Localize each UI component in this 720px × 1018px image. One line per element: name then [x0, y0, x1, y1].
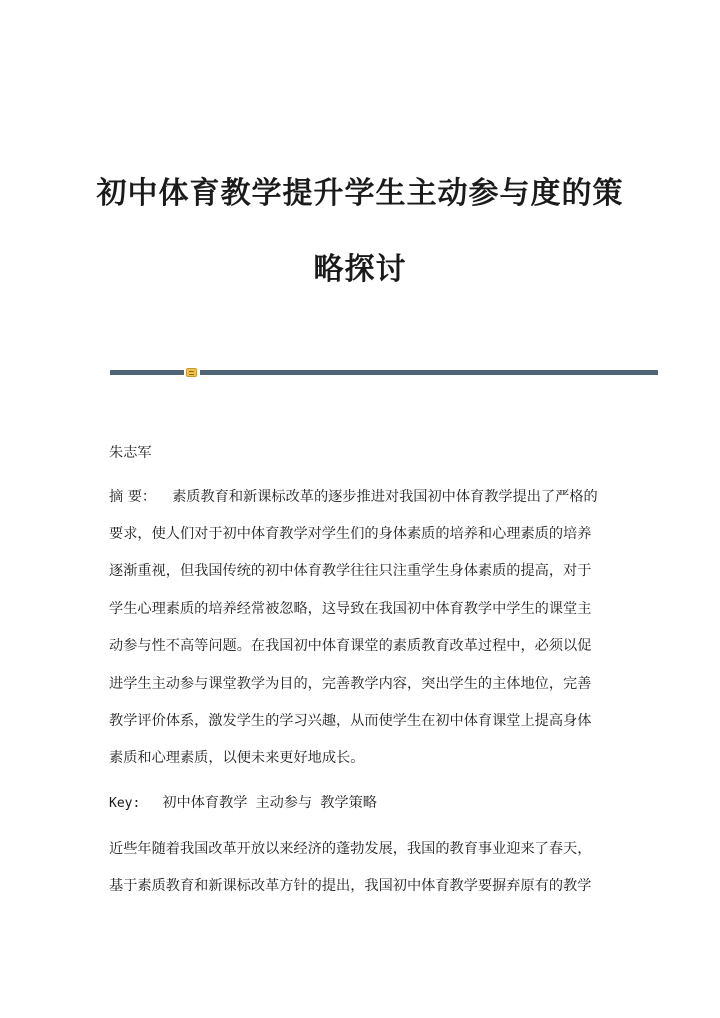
- abstract-line-8: 素质和心理素质，以便未来更好地成长。: [109, 750, 365, 766]
- keyword-item: 主动参与: [255, 795, 313, 811]
- keyword-item: 初中体育教学: [162, 795, 248, 811]
- keywords-label: Key:: [109, 796, 141, 811]
- divider-bar-right: [200, 370, 658, 375]
- body-line-2: 基于素质教育和新课标改革方针的提出，我国初中体育教学要摒弃原有的教学: [109, 878, 592, 894]
- document-icon: [186, 368, 197, 377]
- title-line-1: 初中体育教学提升学生主动参与度的策: [96, 176, 624, 211]
- keyword-item: 教学策略: [320, 795, 377, 811]
- keywords-line: [109, 793, 609, 814]
- abstract-line-2: 要求，使人们对于初中体育教学对学生们的身体素质的培养和心理素质的培养: [109, 526, 592, 542]
- abstract-line-7: 教学评价体系，激发学生的学习兴趣，从而使学生在初中体育课堂上提高身体: [109, 713, 592, 729]
- abstract-line-1: 摘 要： 素质教育和新课标改革的逐步推进对我国初中体育教学提出了严格的: [109, 489, 598, 505]
- divider-bar-left: [110, 370, 184, 375]
- title-divider: [110, 368, 658, 376]
- title-line-2: 略探讨: [313, 252, 407, 287]
- abstract-line-4: 学生心理素质的培养经常被忽略，这导致在我国初中体育教学中学生的课堂主: [109, 601, 592, 617]
- abstract-label: 摘 要：: [109, 489, 157, 505]
- abstract-line-5: 动参与性不高等问题。在我国初中体育课堂的素质教育改革过程中，必须以促: [109, 638, 592, 654]
- body-line-1: 近些年随着我国改革开放以来经济的蓬勃发展，我国的教育事业迎来了春天，: [109, 841, 592, 857]
- abstract-line-3: 逐渐重视，但我国传统的初中体育教学往往只注重学生身体素质的提高，对于: [109, 563, 592, 579]
- abstract-line-6: 进学生主动参与课堂教学为目的，完善教学内容，突出学生的主体地位，完善: [109, 676, 592, 692]
- author-name: 朱志军: [109, 445, 152, 461]
